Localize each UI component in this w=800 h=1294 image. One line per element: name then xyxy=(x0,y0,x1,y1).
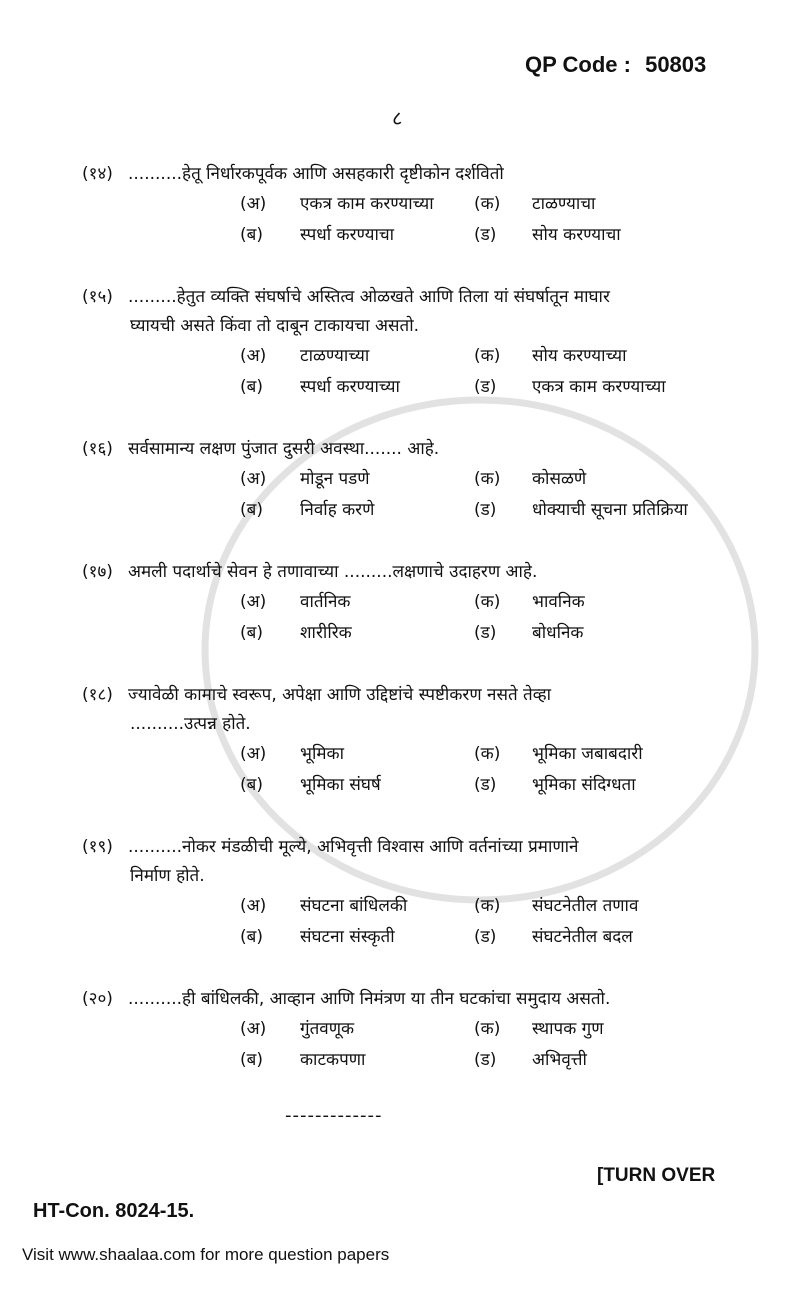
option-label: (क) xyxy=(474,346,501,366)
question-head xyxy=(82,985,776,1014)
option-label: (क) xyxy=(474,592,501,612)
exam-code: HT-Con. 8024-15. xyxy=(33,1200,195,1222)
question-head xyxy=(82,435,776,464)
option-grid xyxy=(240,739,776,801)
option-label: (ब) xyxy=(240,1050,263,1070)
question-text: ..........ही बांधिलकी, आव्हान आणि निमंत्रण या तीन घटकांचा समुदाय असतो. xyxy=(128,989,611,1009)
option-text: संघटनेतील बदल xyxy=(532,927,633,947)
question-block xyxy=(82,558,776,649)
option-label: (ब) xyxy=(240,500,263,520)
option-text: एकत्र काम करण्याच्या xyxy=(532,377,666,397)
option-grid xyxy=(240,1014,776,1076)
option-grid xyxy=(240,464,776,526)
question-head xyxy=(82,833,776,891)
option-label: (ड) xyxy=(474,377,497,397)
option-label: (क) xyxy=(474,1019,501,1039)
question-text: ..........नोकर मंडळीची मूल्ये, अभिवृत्ती विश्वास आणि वर्तनांच्या प्रमाणाने xyxy=(128,837,579,857)
option-label: (ड) xyxy=(474,1050,497,1070)
question-number: (१८) xyxy=(82,685,113,705)
option-label: (क) xyxy=(474,194,501,214)
option-text: भूमिका संघर्ष xyxy=(300,775,381,795)
question-text-block xyxy=(128,283,776,341)
option-text: मोडून पडणे xyxy=(300,469,370,489)
option-label: (अ) xyxy=(240,194,267,214)
option-label: (ड) xyxy=(474,927,497,947)
option-text: धोक्याची सूचना प्रतिक्रिया xyxy=(532,500,688,520)
option-text: सोय करण्याच्या xyxy=(532,346,627,366)
option-text: संघटना संस्कृती xyxy=(300,927,395,947)
question-number: (१७) xyxy=(82,562,113,582)
option-text: अभिवृत्ती xyxy=(532,1050,587,1070)
option-label: (अ) xyxy=(240,744,267,764)
page-header xyxy=(0,0,800,150)
question-text: ..........उत्पन्न होते. xyxy=(130,714,251,734)
option-label: (ड) xyxy=(474,225,497,245)
footer-link[interactable]: Visit www.shaalaa.com for more question papers xyxy=(22,1245,390,1264)
option-text: निर्वाह करणे xyxy=(300,500,375,520)
option-label: (ब) xyxy=(240,225,263,245)
question-head xyxy=(82,283,776,341)
question-text-block xyxy=(128,435,776,464)
option-label: (ड) xyxy=(474,775,497,795)
option-text: भूमिका xyxy=(300,744,344,764)
option-label: (ब) xyxy=(240,623,263,643)
question-number: (१६) xyxy=(82,439,113,459)
option-label: (क) xyxy=(474,896,501,916)
question-number: (१५) xyxy=(82,287,113,307)
option-label: (क) xyxy=(474,744,501,764)
question-text-block xyxy=(128,985,776,1014)
option-text: बोधनिक xyxy=(532,623,584,643)
option-label: (अ) xyxy=(240,1019,267,1039)
question-text: ज्यावेळी कामाचे स्वरूप, अपेक्षा आणि उद्दिष्टांचे स्पष्टीकरण नसते तेव्हा xyxy=(128,685,552,705)
option-label: (ब) xyxy=(240,775,263,795)
question-block xyxy=(82,833,776,953)
qp-code-value: 50803 xyxy=(645,52,707,77)
question-number: (२०) xyxy=(82,989,113,1009)
option-text: स्पर्धा करण्याचा xyxy=(300,225,395,245)
question-number: (१९) xyxy=(82,837,113,857)
question-block xyxy=(82,435,776,526)
option-label: (ड) xyxy=(474,623,497,643)
option-text: स्थापक गुण xyxy=(532,1019,604,1039)
question-text: घ्यायची असते किंवा तो दाबून टाकायचा असतो. xyxy=(130,316,420,336)
option-text: शारीरिक xyxy=(300,623,352,643)
qp-code xyxy=(525,52,706,78)
question-text-block xyxy=(128,833,776,891)
question-text-block xyxy=(128,160,776,189)
option-text: भूमिका संदिग्धता xyxy=(532,775,636,795)
page-footer xyxy=(0,1104,800,1280)
question-text: अमली पदार्थाचे सेवन हे तणावाच्या .........लक्षणाचे उदाहरण आहे. xyxy=(128,562,538,582)
option-grid xyxy=(240,587,776,649)
option-label: (क) xyxy=(474,469,501,489)
question-text: ..........हेतू निर्धारकपूर्वक आणि असहकारी दृष्टीकोन दर्शवितो xyxy=(128,164,504,184)
option-text: संघटना बांधिलकी xyxy=(300,896,408,916)
option-label: (अ) xyxy=(240,592,267,612)
option-label: (ब) xyxy=(240,377,263,397)
question-text: सर्वसामान्य लक्षण पुंजात दुसरी अवस्था....... आहे. xyxy=(128,439,440,459)
question-head xyxy=(82,681,776,739)
option-text: वार्तनिक xyxy=(300,592,351,612)
option-grid xyxy=(240,189,776,251)
option-label: (अ) xyxy=(240,346,267,366)
question-text: निर्माण होते. xyxy=(130,866,205,886)
qp-code-label: QP Code : xyxy=(525,52,631,77)
option-text: भावनिक xyxy=(532,592,585,612)
option-grid xyxy=(240,891,776,953)
option-text: संघटनेतील तणाव xyxy=(532,896,639,916)
option-grid xyxy=(240,341,776,403)
question-head xyxy=(82,558,776,587)
question-text: .........हेतुत व्यक्ति संघर्षाचे अस्तित्व ओळखते आणि तिला यां संघर्षातून माघार xyxy=(128,287,610,307)
option-label: (ब) xyxy=(240,927,263,947)
option-label: (अ) xyxy=(240,469,267,489)
option-text: एकत्र काम करण्याच्या xyxy=(300,194,434,214)
end-rule: ------------- xyxy=(285,1105,383,1126)
question-list xyxy=(0,150,800,1076)
question-block xyxy=(82,160,776,251)
option-text: भूमिका जबाबदारी xyxy=(532,744,643,764)
question-number: (१४) xyxy=(82,164,113,184)
option-label: (अ) xyxy=(240,896,267,916)
question-head xyxy=(82,160,776,189)
turn-over: [TURN OVER xyxy=(597,1165,716,1186)
option-text: टाळण्याचा xyxy=(532,194,596,214)
question-text-block xyxy=(128,558,776,587)
option-text: सोय करण्याचा xyxy=(532,225,621,245)
option-text: काटकपणा xyxy=(300,1050,366,1070)
option-text: गुंतवणूक xyxy=(300,1019,355,1039)
question-block xyxy=(82,283,776,403)
page-number: ८ xyxy=(392,106,403,130)
question-block xyxy=(82,681,776,801)
option-label: (ड) xyxy=(474,500,497,520)
option-text: टाळण्याच्या xyxy=(300,346,370,366)
option-text: स्पर्धा करण्याच्या xyxy=(300,377,400,397)
option-text: कोसळणे xyxy=(532,469,587,489)
question-text-block xyxy=(128,681,776,739)
question-block xyxy=(82,985,776,1076)
